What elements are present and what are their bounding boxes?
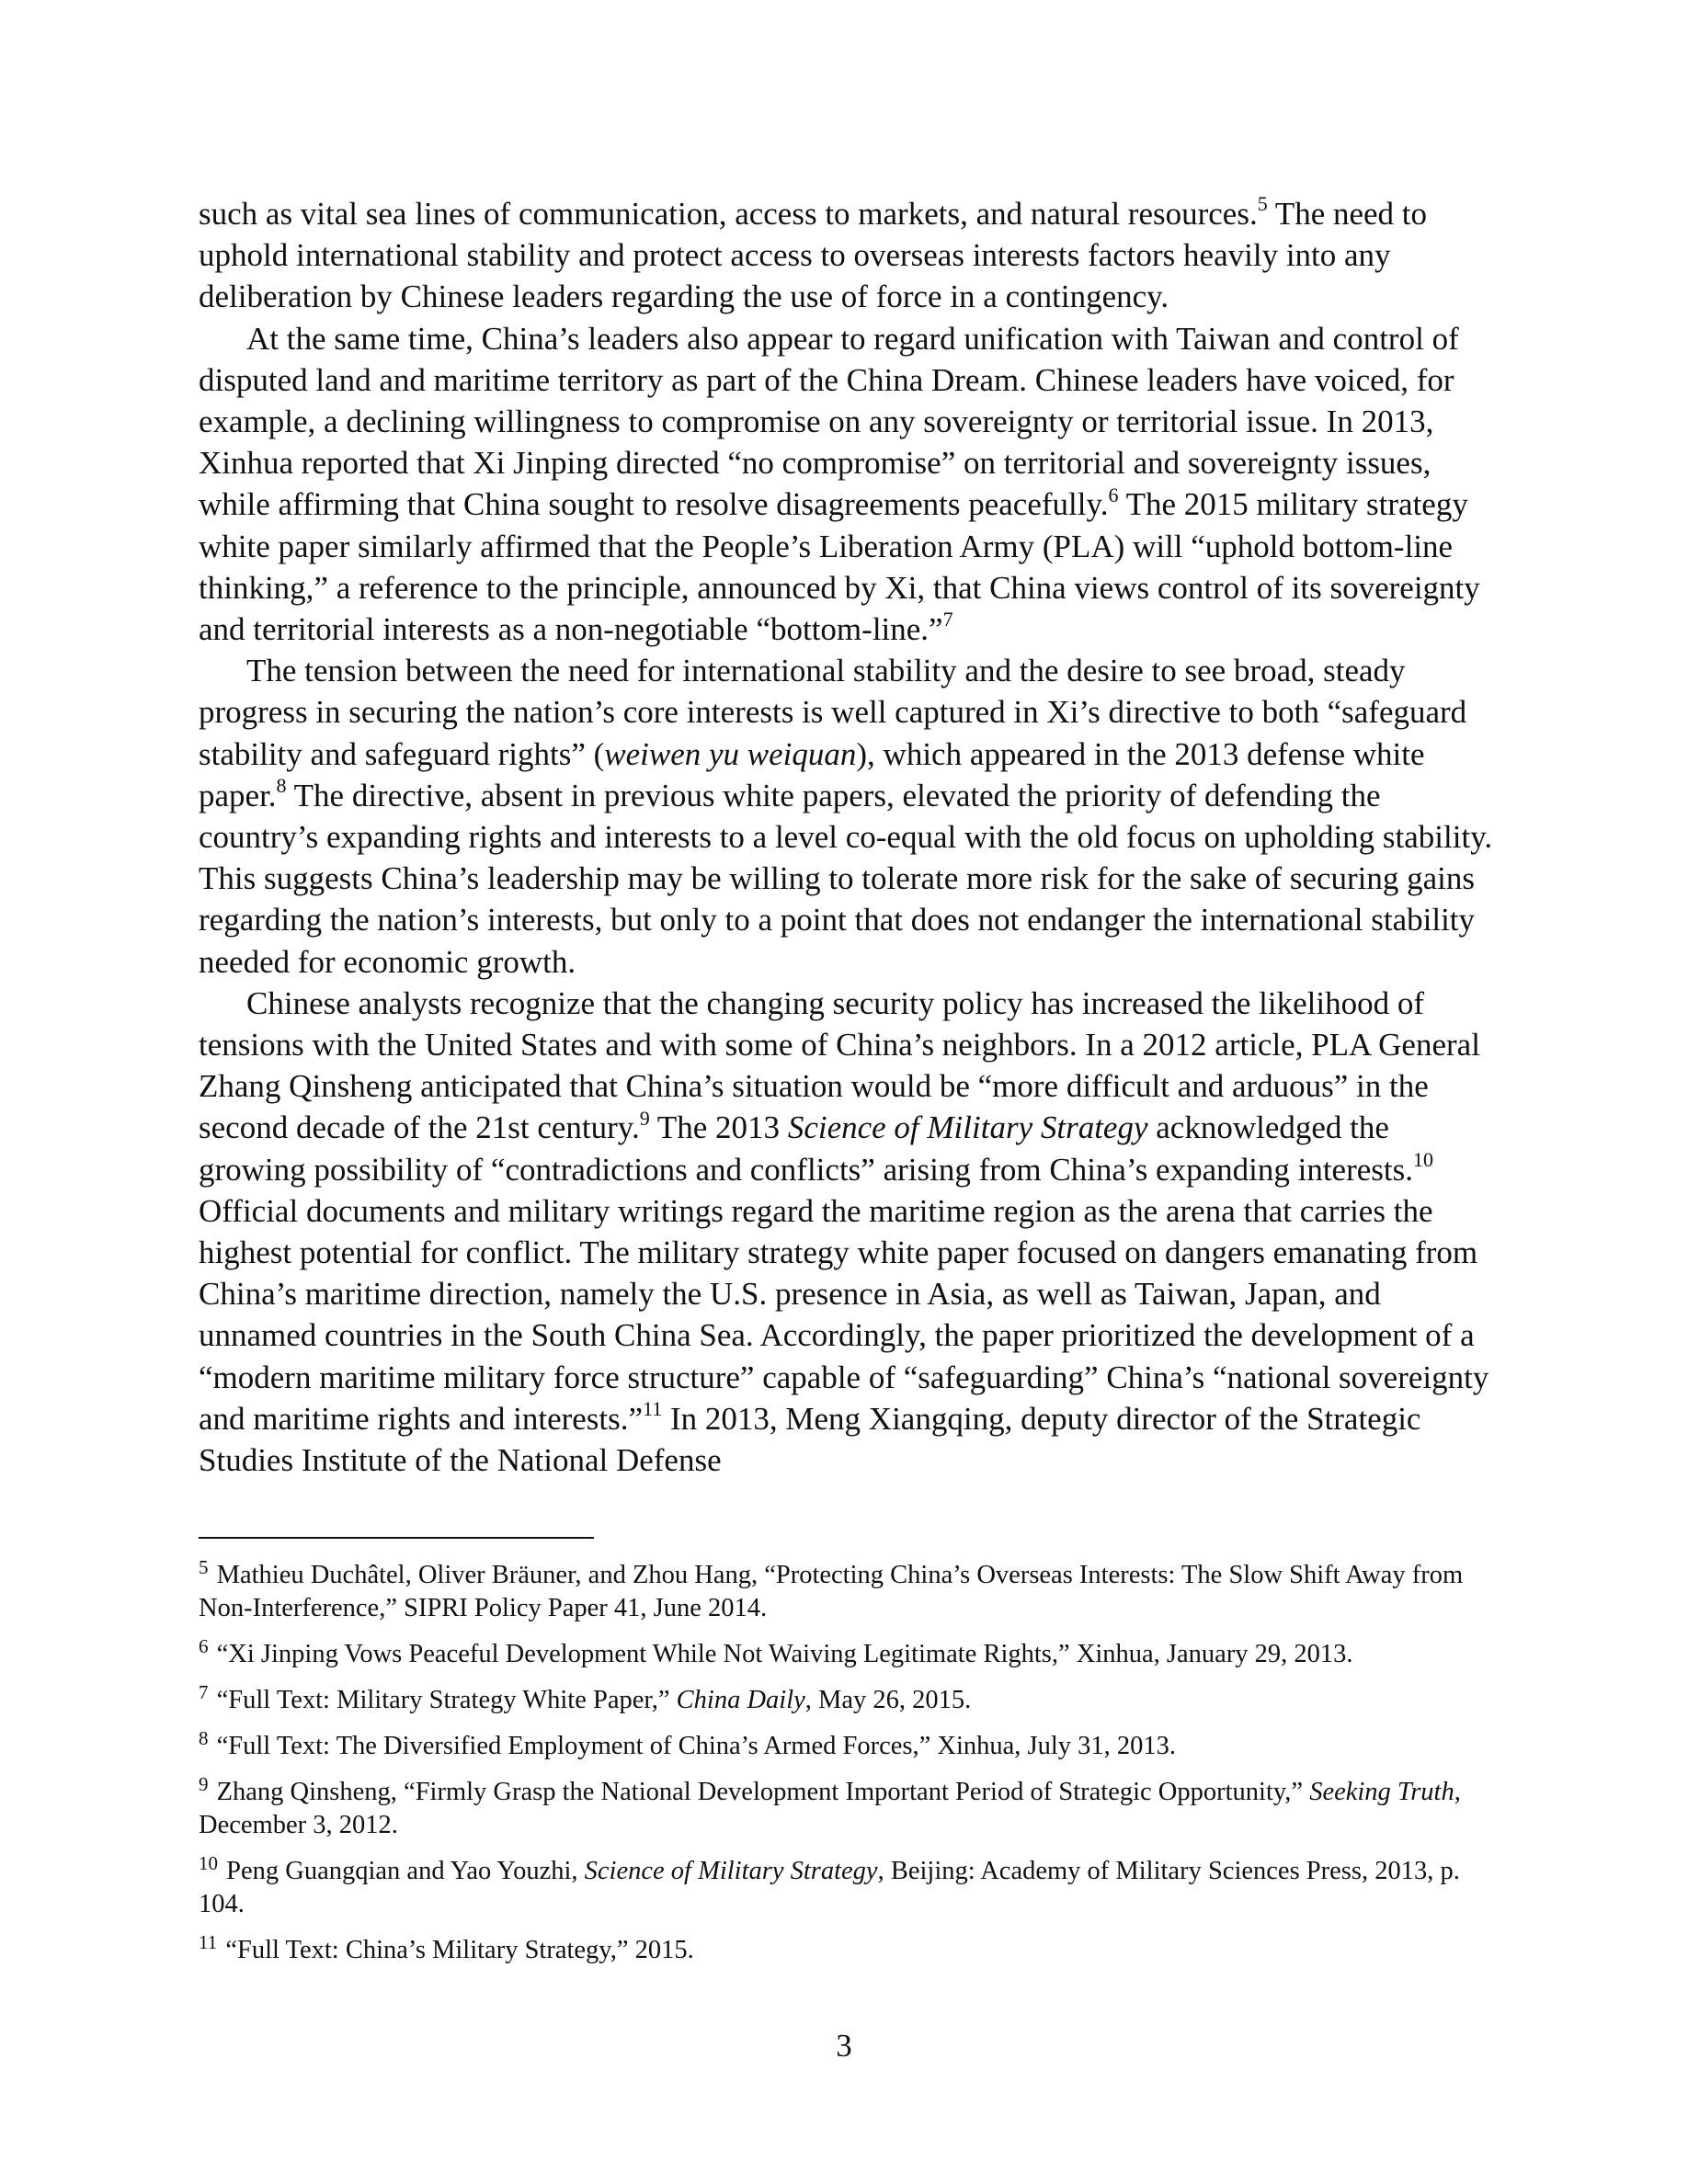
footnote-7 [199,1680,1495,1717]
paragraph-2 [199,318,1495,651]
italic-term: weiwen yu weiquan [604,735,857,772]
footnote-italic: China Daily [676,1686,805,1714]
footnote-ref-8: 8 [276,774,287,798]
footnote-ref-6: 6 [1108,483,1119,506]
footnote-text: “Full Text: China’s Military Strategy,” 2015. [225,1936,694,1964]
footnote-text: , December 3, 2012. [199,1778,1461,1839]
body-text [199,193,1495,1481]
footnote-text: “Full Text: Military Strategy White Paper,” [216,1686,677,1714]
paragraph-text: acknowledged the growing possibility of “contradictions and conflicts” arising from China’s expanding interests. [199,1109,1413,1188]
footnote-ref-10: 10 [1413,1148,1433,1172]
footnote-5 [199,1555,1495,1625]
footnote-number: 5 [199,1555,209,1578]
paragraph-text: Chinese analysts recognize that the changing security policy has increased the likelihood of tensions with the United States and with some of China’s neighbors. In a 2012 article, PLA General Zhang Qinsheng anticipated that China’s situation would be “more difficult and arduous” in the second decade of the 21st century. [199,984,1480,1146]
footnote-number: 6 [199,1634,209,1657]
footnote-text: “Full Text: The Diversified Employment of China’s Armed Forces,” Xinhua, July 31, 2013. [216,1732,1177,1760]
footnote-ref-7: 7 [942,608,953,631]
footnote-11 [199,1930,1495,1967]
paragraph-text: The need to uphold international stability and protect access to overseas interests factors heavily into any deliberation by Chinese leaders regarding the use of force in a contingency. [199,196,1428,315]
footnote-ref-11: 11 [643,1397,663,1421]
footnote-divider [199,1537,594,1539]
footnote-10 [199,1851,1495,1921]
italic-title: Science of Military Strategy [787,1109,1148,1146]
footnote-8 [199,1726,1495,1763]
paragraph-text: At the same time, China’s leaders also appear to regard unification with Taiwan and control of disputed land and maritime territory as part of the China Dream. Chinese leaders have voiced, for example, a declining willingness to compromise on any sovereignty or territorial issue. In 2013, Xinhua reported that Xi Jinping directed “no compromise” on territorial and sovereignty issues, while affirming that China sought to resolve disagreements peacefully. [199,320,1459,523]
footnote-number: 11 [199,1930,218,1953]
paragraph-text: such as vital sea lines of communication, access to markets, and natural resources. [199,196,1258,232]
footnote-number: 7 [199,1680,209,1703]
paragraph-text: The 2015 military strategy white paper similarly affirmed that the People’s Liberation Army (PLA) will “uphold bottom-line thinking,” a reference to the principle, announced by Xi, that China views control of its sovereignty and territorial interests as a non-negotiable “bottom-line.” [199,486,1480,648]
paragraph-text: In 2013, Meng Xiangqing, deputy director of the Strategic Studies Institute of the National Defense [199,1400,1421,1479]
footnote-ref-5: 5 [1257,192,1268,216]
footnote-text: “Xi Jinping Vows Peaceful Development While Not Waiving Legitimate Rights,” Xinhua, January 29, 2013. [216,1640,1353,1668]
footnote-text: , Beijing: Academy of Military Sciences Press, 2013, p. 104. [199,1857,1460,1918]
footnote-italic: Science of Military Strategy [584,1857,878,1885]
footnotes [199,1555,1495,1980]
footnote-number: 8 [199,1726,209,1749]
paragraph-text: The directive, absent in previous white papers, elevated the priority of defending the country’s expanding rights and interests to a level co-equal with the old focus on upholding stability. This suggests China’s leadership may be willing to tolerate more risk for the sake of securing gains regarding the nation’s interests, but only to a point that does not endanger the international stability needed for economic growth. [199,777,1493,980]
footnote-text: Zhang Qinsheng, “Firmly Grasp the National Development Important Period of Strategic Opportunity,” [216,1778,1310,1806]
footnote-text: Peng Guangqian and Yao Youzhi, [226,1857,585,1885]
footnote-text: Mathieu Duchâtel, Oliver Bräuner, and Zhou Hang, “Protecting China’s Overseas Interests: The Slow Shift Away from Non-Interference,” SIPRI Policy Paper 41, June 2014. [199,1561,1464,1622]
paragraph-4 [199,983,1495,1481]
footnote-ref-9: 9 [639,1106,650,1130]
footnote-text: , May 26, 2015. [804,1686,972,1714]
paragraph-text: The tension between the need for international stability and the desire to see broad, steady progress in securing the nation’s core interests is well captured in Xi’s directive to both “safeguard stability and safeguard rights” ( [199,653,1467,772]
page-number: 3 [836,2028,852,2064]
footnote-6 [199,1634,1495,1671]
footnote-9 [199,1772,1495,1842]
paragraph-text: ), which appeared in the 2013 defense white paper. [199,735,1425,813]
paragraph-text: The 2013 [649,1109,788,1146]
paragraph-3 [199,650,1495,983]
footnote-italic: Seeking Truth [1309,1778,1454,1806]
paragraph-text: Official documents and military writings regard the maritime region as the arena that carries the highest potential for conflict. The military strategy white paper focused on dangers emanating from China’s maritime direction, namely the U.S. presence in Asia, as well as Taiwan, Japan, and unnamed countries in the South China Sea. Accordingly, the paper prioritized the development of a “modern maritime military force structure” capable of “safeguarding” China’s “national sovereignty and maritime rights and interests.” [199,1192,1489,1437]
paragraph-1 [199,193,1495,318]
footnote-number: 9 [199,1772,209,1795]
footnote-number: 10 [199,1851,218,1874]
